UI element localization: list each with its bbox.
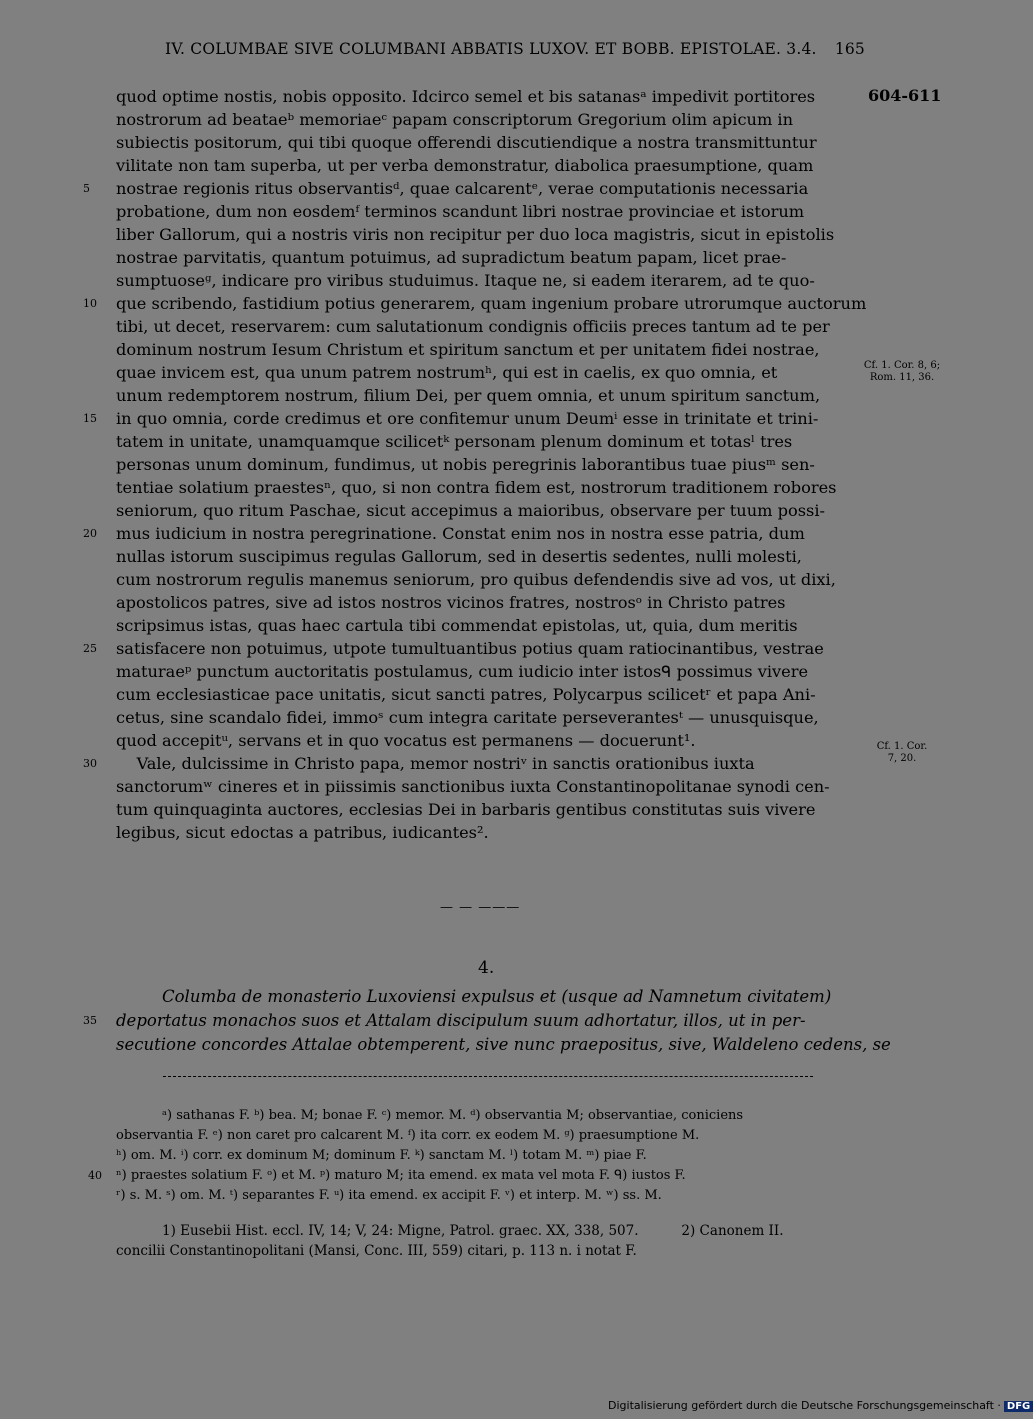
text-line: quod optime nostis, nobis opposito. Idcirco semel et bis satanasᵃ impedivit portitores bbox=[116, 87, 816, 106]
line-number: 15 bbox=[83, 412, 97, 425]
line-number: 30 bbox=[83, 757, 97, 770]
text-line: personas unum dominum, fundimus, ut nobis peregrinis laborantibus tuae piusᵐ sen- bbox=[116, 455, 815, 474]
running-header bbox=[165, 40, 865, 58]
text-line: tibi, ut decet, reservarem: cum salutationum condignis officiis preces tantum ad te per bbox=[116, 317, 830, 336]
text-line: vilitate non tam superba, ut per verba demonstratur, diabolica praesumptione, quam bbox=[116, 156, 814, 175]
text-line: tum quinquaginta auctores, ecclesias Dei in barbaris gentibus constitutas suis vivere bbox=[116, 800, 816, 819]
text-line: in quo omnia, corde credimus et ore confitemur unum Deumⁱ esse in trinitate et trini- bbox=[116, 409, 819, 428]
line-number: 20 bbox=[83, 527, 97, 540]
apparatus-line: ʰ) om. M. ⁱ) corr. ex dominum M; dominum F. ᵏ) sanctam M. ˡ) totam M. ᵐ) piae F. bbox=[116, 1148, 647, 1163]
text-line: scripsimus istas, quas haec cartula tibi commendat epistolas, ut, quia, dum meritis bbox=[116, 616, 798, 635]
text-line: apostolicos patres, sive ad istos nostros vicinos fratres, nostrosᵒ in Christo patres bbox=[116, 593, 786, 612]
dfg-logo: DFG bbox=[1004, 1401, 1033, 1412]
text-line: legibus, sicut edoctas a patribus, iudicantes². bbox=[116, 823, 489, 842]
text-line: que scribendo, fastidium potius generarem, quam ingenium probare utrorumque auctorum bbox=[116, 294, 867, 313]
reference-line: concilii Constantinopolitani (Mansi, Conc. III, 559) citari, p. 113 n. i notat F. bbox=[116, 1243, 637, 1259]
text-line: Vale, dulcissime in Christo papa, memor nostriᵛ in sanctis orationibus iuxta bbox=[116, 754, 755, 773]
apparatus-line: ʳ) s. M. ˢ) om. M. ᵗ) separantes F. ᵘ) ita emend. ex accipit F. ᵛ) et interp. M. ʷ) ss. M. bbox=[116, 1188, 662, 1203]
summary-line: secutione concordes Attalae obtemperent, sive nunc praepositus, sive, Waldeleno cedens, se bbox=[116, 1035, 891, 1054]
text-line: cum nostrorum regulis manemus seniorum, pro quibus defendendis sive ad vos, ut dixi, bbox=[116, 570, 836, 589]
line-number: 5 bbox=[83, 182, 90, 195]
text-line: nostrae parvitatis, quantum potuimus, ad supradictum beatum papam, licet prae- bbox=[116, 248, 787, 267]
text-line: quod accepitᵘ, servans et in quo vocatus est permanens — docuerunt¹. bbox=[116, 731, 696, 750]
summary-line: deportatus monachos suos et Attalam discipulum suum adhortatur, illos, ut in per- bbox=[116, 1011, 806, 1030]
marginal-ref-line: Rom. 11, 36. bbox=[869, 372, 935, 383]
funding-notice bbox=[608, 1399, 1033, 1412]
text-line: cetus, sine scandalo fidei, immoˢ cum integra caritate perseverantesᵗ — unusquisque, bbox=[116, 708, 819, 727]
text-line: unum redemptorem nostrum, filium Dei, per quem omnia, et unum spiritum sanctum, bbox=[116, 386, 821, 405]
text-line: mus iudicium in nostra peregrinatione. Constat enim nos in nostra esse patria, dum bbox=[116, 524, 805, 543]
line-number: 40 bbox=[88, 1169, 102, 1182]
text-line: tatem in unitate, unamquamque scilicetᵏ personam plenum dominum et totasˡ tres bbox=[116, 432, 793, 451]
text-line: maturaeᵖ punctum auctoritatis postulamus, cum iudicio inter istosᑫ possimus vivere bbox=[116, 662, 809, 681]
line-number: 10 bbox=[83, 297, 97, 310]
text-line: cum ecclesiasticae pace unitatis, sicut sancti patres, Polycarpus scilicetʳ et papa Ani- bbox=[116, 685, 816, 704]
section-number: 4. bbox=[478, 958, 495, 978]
funding-text: Digitalisierung gefördert durch die Deutsche Forschungsgemeinschaft · bbox=[608, 1399, 1001, 1412]
reference-line: 1) Eusebii Hist. eccl. IV, 14; V, 24: Migne, Patrol. graec. XX, 338, 507. 2) Canonem II. bbox=[162, 1223, 784, 1239]
apparatus-line: ᵃ) sathanas F. ᵇ) bea. M; bonae F. ᶜ) memor. M. ᵈ) observantia M; observantiae, coniciens bbox=[162, 1108, 744, 1123]
text-line: seniorum, quo ritum Paschae, sicut accepimus a maioribus, observare per tuum possi- bbox=[116, 501, 826, 520]
marginal-reference bbox=[862, 360, 942, 384]
text-line: sumptuoseᵍ, indicare pro viribus studuimus. Itaque ne, si eadem iterarem, ad te quo- bbox=[116, 271, 815, 290]
line-number: 35 bbox=[83, 1014, 97, 1027]
text-line: probatione, dum non eosdemᶠ terminos scandunt libri nostrae provinciae et istorum bbox=[116, 202, 805, 221]
page-number: 165 bbox=[834, 40, 865, 58]
apparatus-line: observantia F. ᵉ) non caret pro calcarent M. ᶠ) ita corr. ex eodem M. ᵍ) praesumptione M. bbox=[116, 1128, 700, 1143]
text-line: liber Gallorum, qui a nostris viris non recipitur per duo loca magistris, sicut in epistolis bbox=[116, 225, 835, 244]
text-line: subiectis positorum, qui tibi quoque offerendi discutiendique a nostra transmittuntur bbox=[116, 133, 817, 152]
running-title: IV. COLUMBAE SIVE COLUMBANI ABBATIS LUXOV. ET BOBB. EPISTOLAE. 3.4. bbox=[165, 40, 817, 58]
marginal-ref-line: Cf. 1. Cor. 8, 6; bbox=[863, 360, 941, 371]
summary-line: Columba de monasterio Luxoviensi expulsus et (usque ad Namnetum civitatem) bbox=[162, 987, 832, 1006]
text-line: dominum nostrum Iesum Christum et spiritum sanctum et per unitatem fidei nostrae, bbox=[116, 340, 820, 359]
apparatus-line: ⁿ) praestes solatium F. ᵒ) et M. ᵖ) maturo M; ita emend. ex mata vel mota F. ᑫ) iustos F. bbox=[116, 1168, 686, 1183]
text-line: nullas istorum suscipimus regulas Gallorum, sed in desertis sedentes, nulli molesti, bbox=[116, 547, 802, 566]
text-line: satisfacere non potuimus, utpote tumultuantibus potius quam ratiocinantibus, vestrae bbox=[116, 639, 824, 658]
footnote-rule bbox=[163, 1076, 813, 1077]
marginal-ref-line: 7, 20. bbox=[887, 753, 917, 764]
text-line: quae invicem est, qua unum patrem nostrumʰ, qui est in caelis, ex quo omnia, et bbox=[116, 363, 778, 382]
text-line: nostrae regionis ritus observantisᵈ, quae calcarentᵉ, verae computationis necessaria bbox=[116, 179, 809, 198]
marginal-ref-line: Cf. 1. Cor. bbox=[876, 741, 928, 752]
marginal-reference bbox=[862, 741, 942, 765]
date-range: 604-611 bbox=[868, 86, 942, 105]
line-number: 25 bbox=[83, 642, 97, 655]
section-separator: — — ——— bbox=[440, 900, 521, 915]
text-line: nostrorum ad beataeᵇ memoriaeᶜ papam conscriptorum Gregorium olim apicum in bbox=[116, 110, 794, 129]
text-line: sanctorumʷ cineres et in piissimis sanctionibus iuxta Constantinopolitanae synodi cen- bbox=[116, 777, 830, 796]
text-line: tentiae solatium praestesⁿ, quo, si non contra fidem est, nostrorum traditionem robores bbox=[116, 478, 837, 497]
